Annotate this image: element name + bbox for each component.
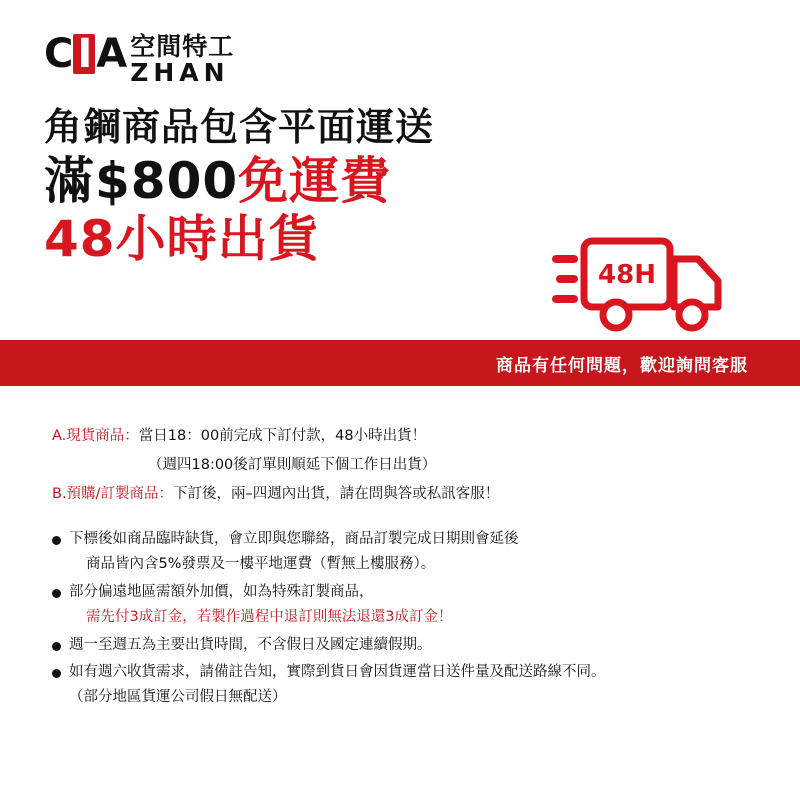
bullet-2-line-2-deposit-warning: 需先付3成訂金，若製作過程中退訂則無法退還3成訂金！: [86, 609, 453, 626]
delivery-truck-icon: [552, 225, 742, 335]
bullet-2-line-1: 部分偏遠地區需額外加價，如為特殊訂製商品，: [69, 583, 374, 600]
brand-logo: [44, 31, 800, 90]
logo-chinese-name: 空間特工: [130, 32, 235, 61]
support-bar-text: 商品有任何問題，歡迎詢問客服: [496, 355, 748, 376]
logo-letter-i: I: [73, 34, 95, 74]
terms-list: [52, 422, 748, 509]
term-row-b: [52, 480, 748, 509]
bullet-list: [52, 527, 748, 711]
bullet-2-text: [69, 580, 748, 631]
headline-amount: 滿$800: [44, 151, 239, 210]
list-item: [52, 527, 748, 578]
list-item: [52, 633, 748, 658]
term-b-text: 下訂後，兩–四週內出貨，請在問與答或私訊客服！: [172, 486, 500, 502]
term-a-note: （週四18:00後訂單則順延下個工作日出貨）: [148, 457, 437, 473]
bullet-4-line-1: 如有週六收貨需求，請備註告知，實際到貨日會因貨運當日送件量及配送路線不同。: [69, 663, 606, 680]
logo-letter-a: A: [96, 31, 127, 77]
headline-line-2: [44, 153, 800, 209]
headline-line-3: 48小時出貨: [44, 209, 320, 268]
headline-line-1: 角鋼商品包含平面運送: [44, 105, 435, 149]
list-item: [52, 660, 748, 711]
logo-zhan-text: ZHAN: [130, 58, 230, 87]
bullet-4-line-2: （部分地區貨運公司假日無配送）: [69, 689, 287, 706]
headline-free-shipping: 免運費: [238, 151, 392, 210]
bullet-dot-icon: [52, 669, 61, 678]
policy-content: [0, 386, 800, 711]
support-bar: [0, 340, 800, 386]
bullet-3-line-1: 週一至週五為主要出貨時間，不含假日及國定連續假期。: [69, 636, 432, 653]
bullet-1-line-2: 商品皆內含5%發票及一樓平地運費（暫無上樓服務）。: [86, 556, 436, 573]
bullet-4-text: [69, 660, 748, 711]
bullet-3-text: [69, 633, 748, 658]
term-a-text: 當日18：00前完成下訂付款，48小時出貨！: [138, 428, 427, 444]
term-row-a: [52, 422, 748, 451]
truck-badge-text: 48H: [598, 260, 656, 290]
bullet-1-text: [69, 527, 748, 578]
header-banner: [0, 0, 800, 340]
logo-mark: [44, 31, 127, 77]
logo-wordmark: [130, 34, 234, 86]
bullet-1-line-1: 下標後如商品臨時缺貨，會立即與您聯絡，商品訂製完成日期則會延後: [69, 531, 519, 547]
term-b-label: B.預購/訂製商品：: [52, 486, 173, 502]
list-item: [52, 580, 748, 631]
bullet-dot-icon: [52, 589, 61, 598]
logo-letter-c: C: [44, 31, 73, 77]
bullet-dot-icon: [52, 536, 61, 545]
term-a-label: A.現貨商品：: [52, 428, 139, 444]
bullet-dot-icon: [52, 642, 61, 651]
